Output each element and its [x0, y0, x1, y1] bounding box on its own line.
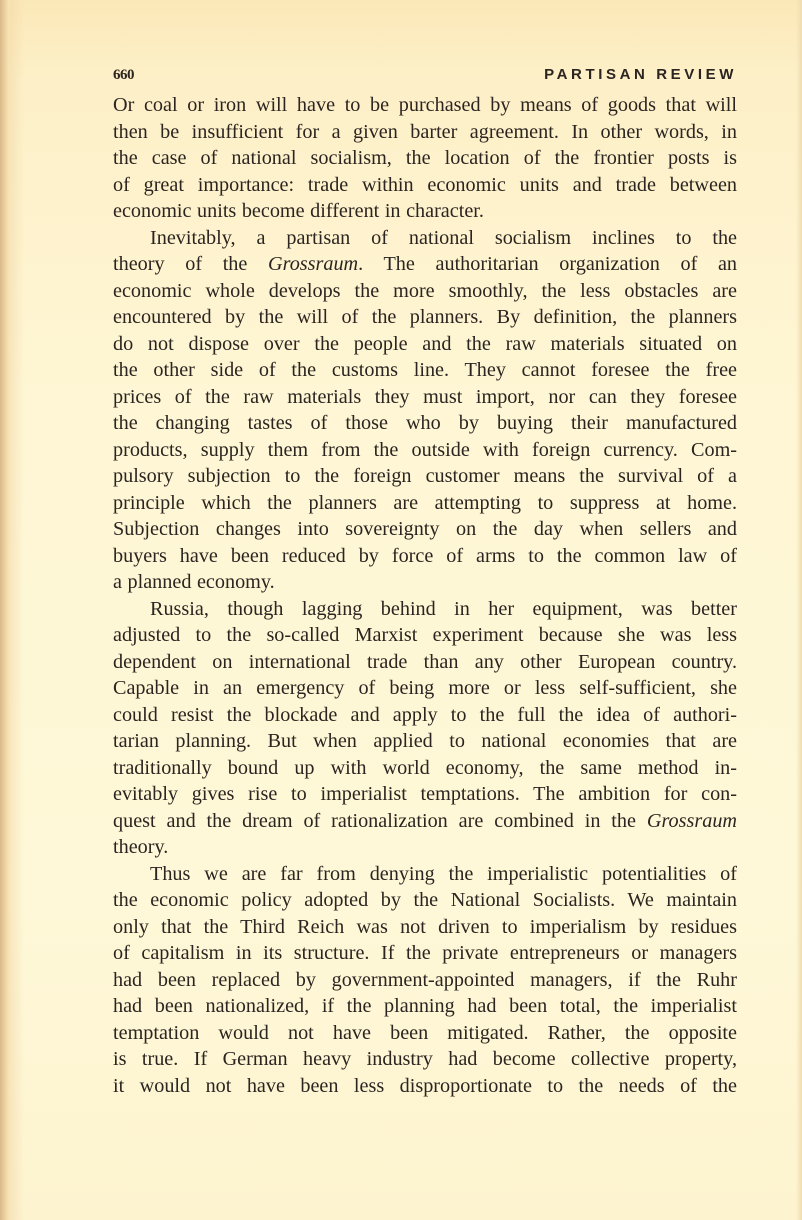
text-run: . The authoritarian organization of an — [358, 253, 737, 275]
paragraph — [113, 92, 737, 225]
text-line: it would not have been less disproportionate to the needs of the — [113, 1074, 737, 1097]
text-line — [113, 808, 737, 835]
text-line: Or coal or iron will have to be purchased by means of goods that will — [113, 94, 737, 116]
text-line: encountered by the will of the planners. By definition, the planners — [113, 306, 737, 328]
text-line: dependent on international trade than any other European country. — [113, 650, 737, 673]
text-line: had been nationalized, if the planning had been total, the imperialist — [113, 995, 737, 1017]
running-head — [113, 66, 737, 88]
text-line: a planned economy. — [113, 571, 275, 593]
text-line: products, supply them from the outside with foreign currency. Com- — [113, 438, 737, 461]
page-right-edge — [796, 0, 802, 1220]
journal-title: PARTISAN REVIEW — [544, 66, 737, 83]
text-line: the changing tastes of those who by buying their manufactured — [113, 412, 737, 434]
text-run: theory of the — [113, 253, 269, 275]
text-line: tarian planning. But when applied to national economies that are — [113, 730, 737, 752]
text-line: buyers have been reduced by force of arms to the common law of — [113, 544, 737, 567]
text-line: Russia, though lagging behind in her equipment, was better — [150, 597, 737, 620]
text-line: prices of the raw materials they must import, nor can they foresee — [113, 385, 737, 408]
book-page — [113, 66, 737, 1099]
text-line: is true. If German heavy industry had become collective property, — [113, 1048, 737, 1070]
paragraph — [113, 596, 737, 861]
text-line: the case of national socialism, the location of the frontier posts is — [113, 147, 737, 169]
page-gutter-shadow — [10, 0, 24, 1220]
text-line — [113, 251, 737, 278]
text-line: economic units become different in character. — [113, 200, 484, 222]
page-number: 660 — [113, 67, 134, 83]
text-line: do not dispose over the people and the raw materials situated on — [113, 332, 737, 355]
text-line: Capable in an emergency of being more or less self-sufficient, she — [113, 677, 737, 699]
text-line: evitably gives rise to imperialist temptations. The ambition for con- — [113, 783, 737, 805]
italic-term: Grossraum — [268, 253, 359, 275]
text-run: quest and the dream of rationalization are combined in the — [113, 809, 647, 832]
body-text — [113, 92, 737, 1099]
text-line: could resist the blockade and apply to the full the idea of authori- — [113, 703, 737, 726]
text-line: adjusted to the so-called Marxist experiment because she was less — [113, 624, 737, 646]
text-line: had been replaced by government-appointed managers, if the Ruhr — [113, 968, 737, 991]
paragraph — [113, 861, 737, 1100]
text-line: theory. — [113, 836, 169, 858]
text-line: Thus we are far from denying the imperialistic potentialities of — [150, 862, 737, 885]
text-line: then be insufficient for a given barter agreement. In other words, in — [113, 120, 737, 143]
text-line: economic whole develops the more smoothly, the less obstacles are — [113, 279, 737, 302]
paragraph — [113, 225, 737, 596]
text-line: Inevitably, a partisan of national socialism inclines to the — [150, 226, 737, 249]
text-line: temptation would not have been mitigated. Rather, the opposite — [113, 1021, 737, 1044]
text-line: the other side of the customs line. They cannot foresee the free — [113, 359, 737, 381]
page-binding-edge — [0, 0, 10, 1220]
text-line: traditionally bound up with world economy, the same method in- — [113, 756, 737, 779]
text-line: Subjection changes into sovereignty on the day when sellers and — [113, 518, 737, 540]
text-line: the economic policy adopted by the National Socialists. We maintain — [113, 889, 737, 911]
text-line: of great importance: trade within economic units and trade between — [113, 173, 737, 196]
text-line: only that the Third Reich was not driven to imperialism by residues — [113, 915, 737, 938]
text-line: principle which the planners are attempting to suppress at home. — [113, 491, 737, 514]
text-line: pulsory subjection to the foreign customer means the survival of a — [113, 465, 737, 487]
text-line: of capitalism in its structure. If the private entrepreneurs or managers — [113, 942, 737, 964]
italic-term: Grossraum — [646, 809, 737, 832]
